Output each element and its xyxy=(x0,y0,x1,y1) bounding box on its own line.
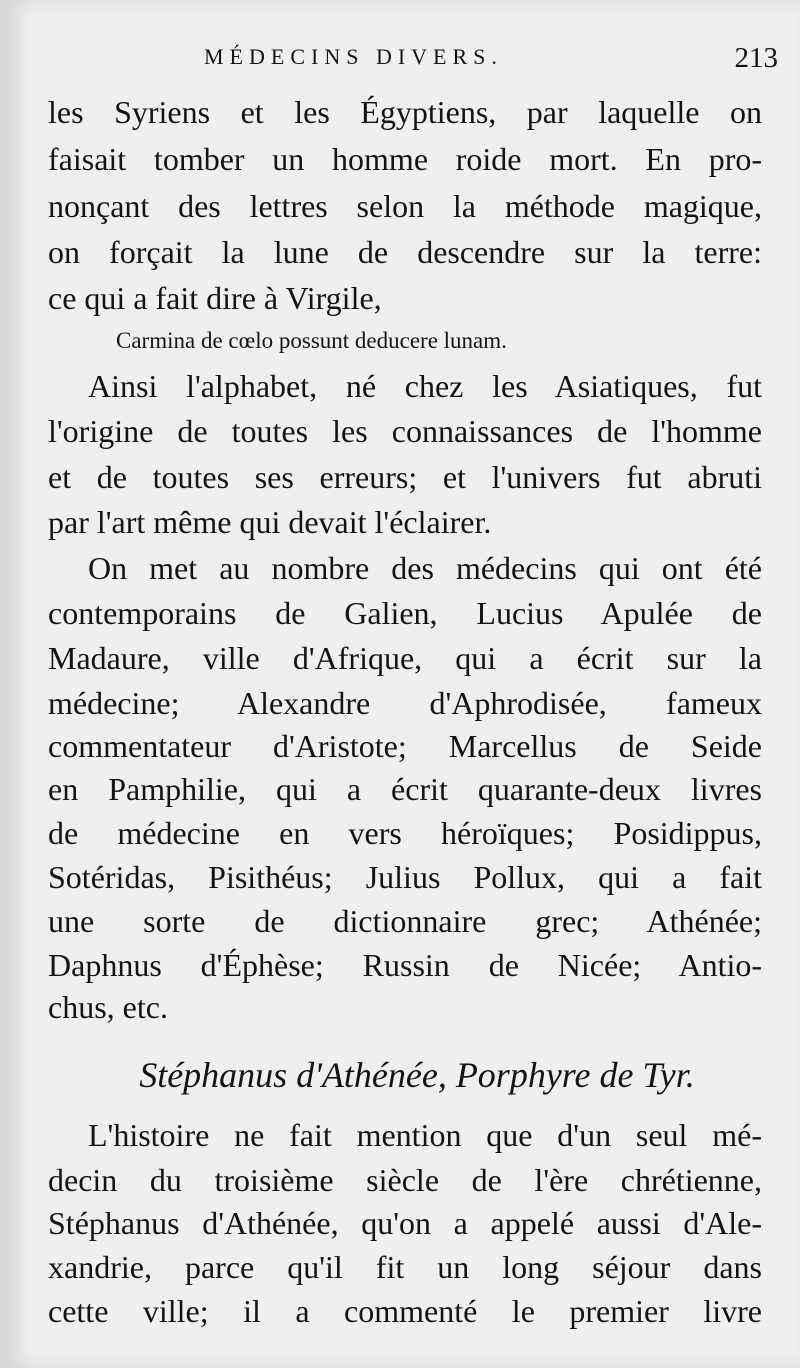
text-line: l'origine de toutes les connaissances de l'homme xyxy=(48,413,762,449)
text-line: cette ville; il a commenté le premier livre xyxy=(48,1293,762,1329)
text-line: on forçait la lune de descendre sur la terre: xyxy=(48,234,762,270)
book-page xyxy=(8,0,800,1368)
text-line: de médecine en vers héroïques; Posidippus, xyxy=(48,815,762,851)
text-line: les Syriens et les Égyptiens, par laquelle on xyxy=(48,94,762,130)
text-line: Madaure, ville d'Afrique, qui a écrit sur la xyxy=(48,640,762,676)
text-line: L'histoire ne fait mention que d'un seul mé- xyxy=(88,1117,762,1153)
running-head xyxy=(8,44,800,80)
text-line: médecine; Alexandre d'Aphrodisée, fameux xyxy=(48,685,762,721)
text-line: Sotéridas, Pisithéus; Julius Pollux, qui a fait xyxy=(48,859,762,895)
text-line: et de toutes ses erreurs; et l'univers fut abruti xyxy=(48,459,762,495)
text-line: chus, etc. xyxy=(48,989,168,1025)
text-line: Ainsi l'alphabet, né chez les Asiatiques, fut xyxy=(88,368,762,404)
text-line: xandrie, parce qu'il fit un long séjour dans xyxy=(48,1249,762,1285)
text-line: nonçant des lettres selon la méthode magique, xyxy=(48,188,762,224)
page-number: 213 xyxy=(734,42,778,74)
text-line: Stéphanus d'Athénée, qu'on a appelé aussi d'Ale- xyxy=(48,1205,762,1241)
text-line: ce qui a fait dire à Virgile, xyxy=(48,280,382,316)
virgil-quotation: Carmina de cœlo possunt deducere lunam. xyxy=(116,328,507,353)
text-line: contemporains de Galien, Lucius Apulée de xyxy=(48,595,762,631)
text-line: faisait tomber un homme roide mort. En pro- xyxy=(48,141,762,177)
text-line: en Pamphilie, qui a écrit quarante-deux livres xyxy=(48,771,762,807)
text-line: par l'art même qui devait l'éclairer. xyxy=(48,504,492,540)
text-line: Daphnus d'Éphèse; Russin de Nicée; Antio- xyxy=(48,947,762,983)
text-line: On met au nombre des médecins qui ont été xyxy=(88,550,762,586)
text-line: une sorte de dictionnaire grec; Athénée; xyxy=(48,903,762,939)
running-title: MÉDECINS DIVERS. xyxy=(204,44,503,69)
text-line: decin du troisième siècle de l'ère chrétienne, xyxy=(48,1162,762,1198)
text-line: commentateur d'Aristote; Marcellus de Seide xyxy=(48,728,762,764)
section-heading: Stéphanus d'Athénée, Porphyre de Tyr. xyxy=(139,1055,695,1095)
